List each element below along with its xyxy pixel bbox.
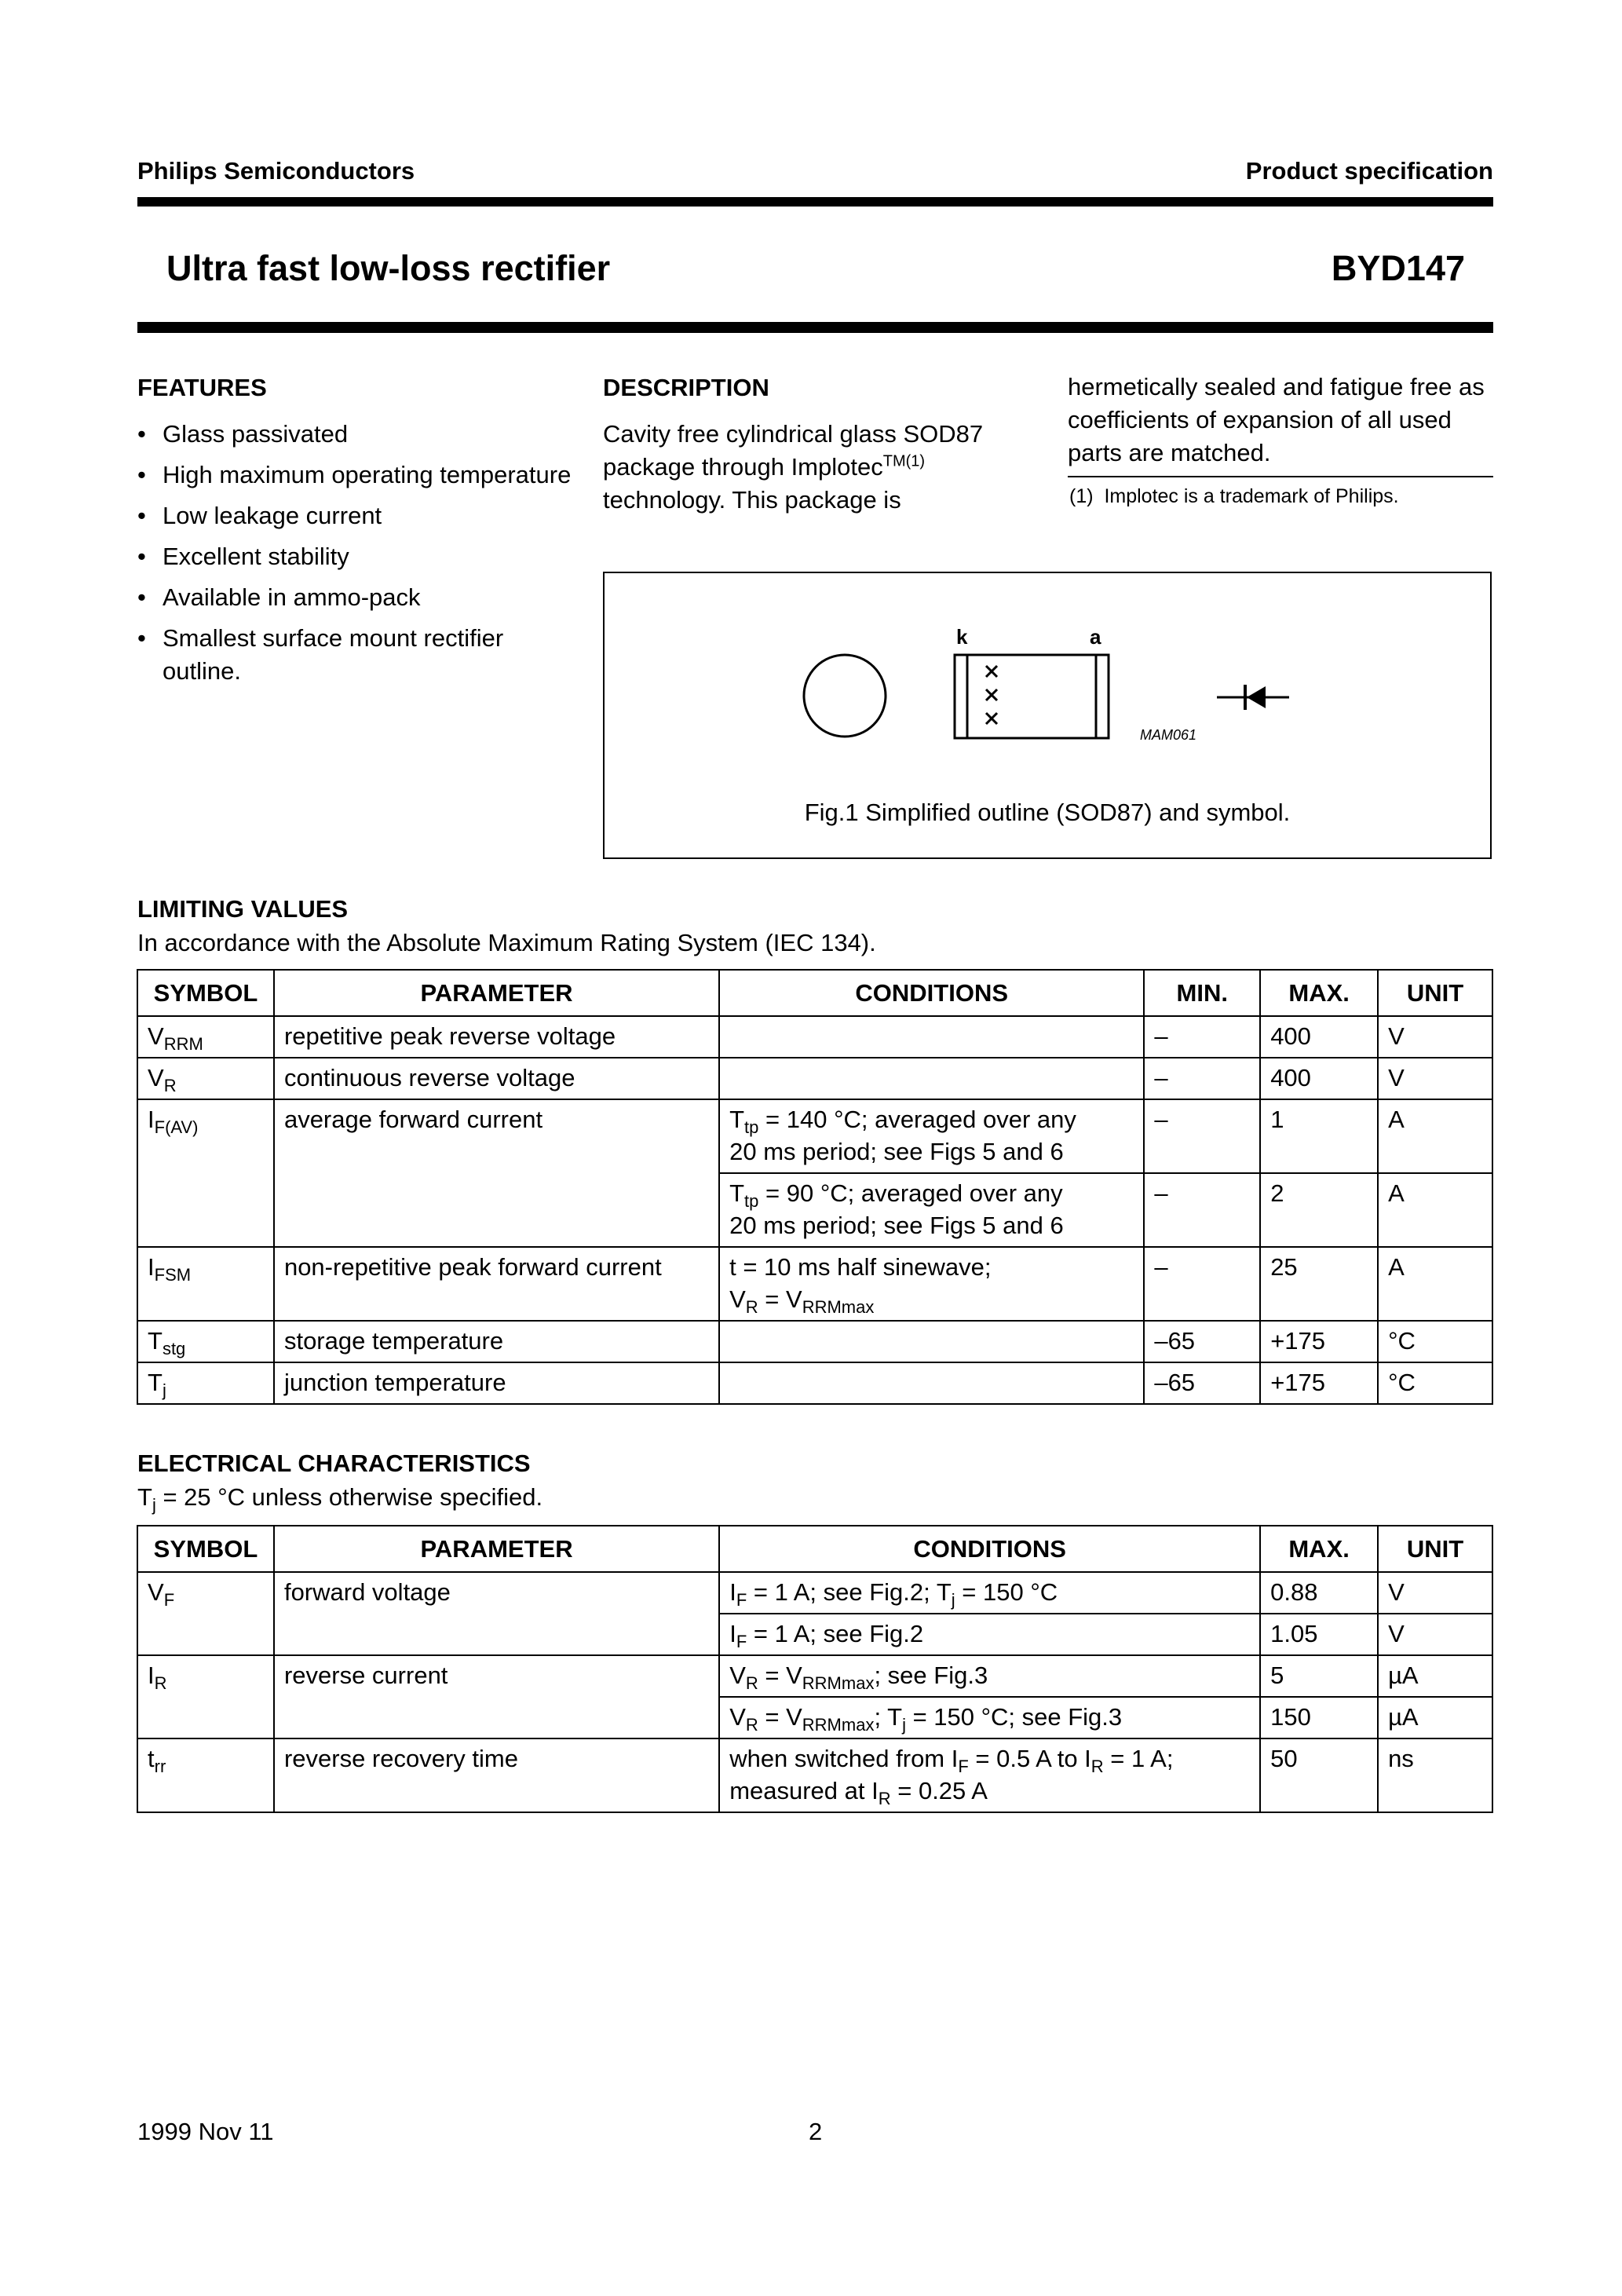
unit-cell: A xyxy=(1378,1173,1492,1247)
electrical-heading: ELECTRICAL CHARACTERISTICS xyxy=(137,1450,531,1477)
unit-cell: ns xyxy=(1378,1738,1492,1812)
symbol-cell: $V_{RRM}$ xyxy=(137,1016,274,1058)
min-cell: – xyxy=(1144,1016,1260,1058)
column-header: CONDITIONS xyxy=(719,1526,1260,1572)
min-cell: – xyxy=(1144,1247,1260,1321)
max-cell: 5 xyxy=(1260,1655,1378,1697)
footnote-rule xyxy=(1068,476,1493,477)
min-cell: – xyxy=(1144,1099,1260,1173)
limiting-values-table xyxy=(137,969,1493,1405)
column-header: MAX. xyxy=(1260,970,1378,1016)
table-row xyxy=(137,1058,1492,1099)
title-rule xyxy=(137,322,1493,333)
column-header: MIN. xyxy=(1144,970,1260,1016)
cathode-marks xyxy=(986,666,997,724)
unit-cell: µA xyxy=(1378,1655,1492,1697)
symbol-cell: $T_{stg}$ xyxy=(137,1321,274,1362)
table-header-row xyxy=(137,970,1492,1016)
max-cell: 1 xyxy=(1260,1099,1378,1173)
max-cell: 150 xyxy=(1260,1697,1378,1738)
max-cell: 1.05 xyxy=(1260,1614,1378,1655)
page-title: Ultra fast low-loss rectifier xyxy=(166,248,611,288)
conditions-cell: $I_F = 1$ A; see Fig.2; $T_j = 150$ °C xyxy=(719,1572,1260,1614)
anode-cap xyxy=(1096,655,1109,738)
symbol-cell: $I_{FSM}$ xyxy=(137,1247,274,1321)
unit-cell: V xyxy=(1378,1058,1492,1099)
symbol-cell: $I_{F(AV)}$ xyxy=(137,1099,274,1247)
limiting-subtitle: In accordance with the Absolute Maximum Rating System (IEC 134). xyxy=(137,929,876,956)
footer-date: 1999 Nov 11 xyxy=(137,2118,274,2145)
unit-cell: V xyxy=(1378,1572,1492,1614)
parameter-cell: junction temperature xyxy=(274,1362,719,1404)
conditions-cell: $I_F = 1$ A; see Fig.2 xyxy=(719,1614,1260,1655)
max-cell: +175 xyxy=(1260,1321,1378,1362)
description-text: Cavity free cylindrical glass SOD87 package through Implotec$^{TM(1)}$ technology. This package is xyxy=(603,420,984,514)
package-body xyxy=(955,655,1109,738)
cathode-cap xyxy=(955,655,967,738)
parameter-cell: continuous reverse voltage xyxy=(274,1058,719,1099)
conditions-cell: $T_{tp} = 140$ °C; averaged over any 20 ms period; see Figs 5 and 6 xyxy=(719,1099,1144,1173)
feature-item: • Smallest surface mount rectifier outline. xyxy=(137,622,577,688)
min-cell: –65 xyxy=(1144,1362,1260,1404)
footnote: (1) Implotec is a trademark of Philips. xyxy=(1069,485,1399,507)
conditions-cell: when switched from $I_F = 0.5$ A to $I_R = 1$ A; measured at $I_R = 0.25$ A xyxy=(719,1738,1260,1812)
min-cell: – xyxy=(1144,1058,1260,1099)
table-header-row xyxy=(137,1526,1492,1572)
table-row xyxy=(137,1247,1492,1321)
unit-cell: V xyxy=(1378,1016,1492,1058)
column-header: UNIT xyxy=(1378,1526,1492,1572)
table-row xyxy=(137,1099,1492,1173)
max-cell: 0.88 xyxy=(1260,1572,1378,1614)
label-k: k xyxy=(956,625,968,649)
parameter-cell: reverse current xyxy=(274,1655,719,1738)
symbol-cell: $T_j$ xyxy=(137,1362,274,1404)
conditions-cell xyxy=(719,1058,1144,1099)
company-name: Philips Semiconductors xyxy=(137,157,415,185)
conditions-cell xyxy=(719,1321,1144,1362)
symbol-cell: $I_R$ xyxy=(137,1655,274,1738)
max-cell: 400 xyxy=(1260,1016,1378,1058)
unit-cell: A xyxy=(1378,1247,1492,1321)
doc-type: Product specification xyxy=(1245,157,1493,185)
feature-item: • High maximum operating temperature xyxy=(137,459,577,492)
parameter-cell: forward voltage xyxy=(274,1572,719,1655)
conditions-cell: t = 10 ms half sinewave; $V_R = V_{RRMmax}$ xyxy=(719,1247,1144,1321)
table-row xyxy=(137,1655,1492,1697)
column-header: UNIT xyxy=(1378,970,1492,1016)
max-cell: 2 xyxy=(1260,1173,1378,1247)
conditions-cell: $V_R = V_{RRMmax}$; $T_j = 150$ °C; see Fig.3 xyxy=(719,1697,1260,1738)
max-cell: 400 xyxy=(1260,1058,1378,1099)
column-header: PARAMETER xyxy=(274,970,719,1016)
feature-item: • Excellent stability xyxy=(137,540,577,573)
unit-cell: A xyxy=(1378,1099,1492,1173)
table-row xyxy=(137,1362,1492,1404)
end-view-circle xyxy=(804,655,886,737)
limiting-heading: LIMITING VALUES xyxy=(137,895,349,923)
page-number: 2 xyxy=(809,2118,823,2145)
electrical-characteristics-table xyxy=(137,1525,1493,1813)
symbol-cell: $t_{rr}$ xyxy=(137,1738,274,1812)
max-cell: 25 xyxy=(1260,1247,1378,1321)
conditions-cell: $V_R = V_{RRMmax}$; see Fig.3 xyxy=(719,1655,1260,1697)
electrical-subtitle: $T_j = 25$ °C unless otherwise specified. xyxy=(137,1483,543,1515)
feature-item: • Low leakage current xyxy=(137,499,577,532)
unit-cell: °C xyxy=(1378,1362,1492,1404)
unit-cell: V xyxy=(1378,1614,1492,1655)
min-cell: – xyxy=(1144,1173,1260,1247)
parameter-cell: repetitive peak reverse voltage xyxy=(274,1016,719,1058)
table-row xyxy=(137,1321,1492,1362)
conditions-cell xyxy=(719,1362,1144,1404)
parameter-cell: average forward current xyxy=(274,1099,719,1247)
figure-box xyxy=(603,572,1492,859)
table-row xyxy=(137,1738,1492,1812)
figure-code: MAM061 xyxy=(1140,727,1197,743)
column-header: MAX. xyxy=(1260,1526,1378,1572)
symbol-cell: $V_F$ xyxy=(137,1572,274,1655)
table-row xyxy=(137,1016,1492,1058)
max-cell: 50 xyxy=(1260,1738,1378,1812)
label-a: a xyxy=(1090,625,1101,649)
column-header: PARAMETER xyxy=(274,1526,719,1572)
unit-cell: µA xyxy=(1378,1697,1492,1738)
min-cell: –65 xyxy=(1144,1321,1260,1362)
parameter-cell: reverse recovery time xyxy=(274,1738,719,1812)
conditions-cell xyxy=(719,1016,1144,1058)
max-cell: +175 xyxy=(1260,1362,1378,1404)
column-header: SYMBOL xyxy=(137,1526,274,1572)
column-header: CONDITIONS xyxy=(719,970,1144,1016)
part-number: BYD147 xyxy=(1331,248,1465,288)
features-list xyxy=(137,418,577,696)
header-rule xyxy=(137,197,1493,207)
table-row xyxy=(137,1572,1492,1614)
description-heading: DESCRIPTION xyxy=(603,374,769,401)
figure-caption: Fig.1 Simplified outline (SOD87) and symbol. xyxy=(804,799,1291,826)
parameter-cell: non-repetitive peak forward current xyxy=(274,1247,719,1321)
symbol-cell: $V_R$ xyxy=(137,1058,274,1099)
feature-item: • Available in ammo-pack xyxy=(137,581,577,614)
parameter-cell: storage temperature xyxy=(274,1321,719,1362)
column-header: SYMBOL xyxy=(137,970,274,1016)
features-heading: FEATURES xyxy=(137,374,267,401)
diode-symbol-icon xyxy=(1217,685,1289,710)
conditions-cell: $T_{tp} = 90$ °C; averaged over any 20 ms period; see Figs 5 and 6 xyxy=(719,1173,1144,1247)
description-text-continued: hermetically sealed and fatigue free as coefficients of expansion of all used parts are matched. xyxy=(1068,373,1485,466)
feature-item: • Glass passivated xyxy=(137,418,577,451)
unit-cell: °C xyxy=(1378,1321,1492,1362)
